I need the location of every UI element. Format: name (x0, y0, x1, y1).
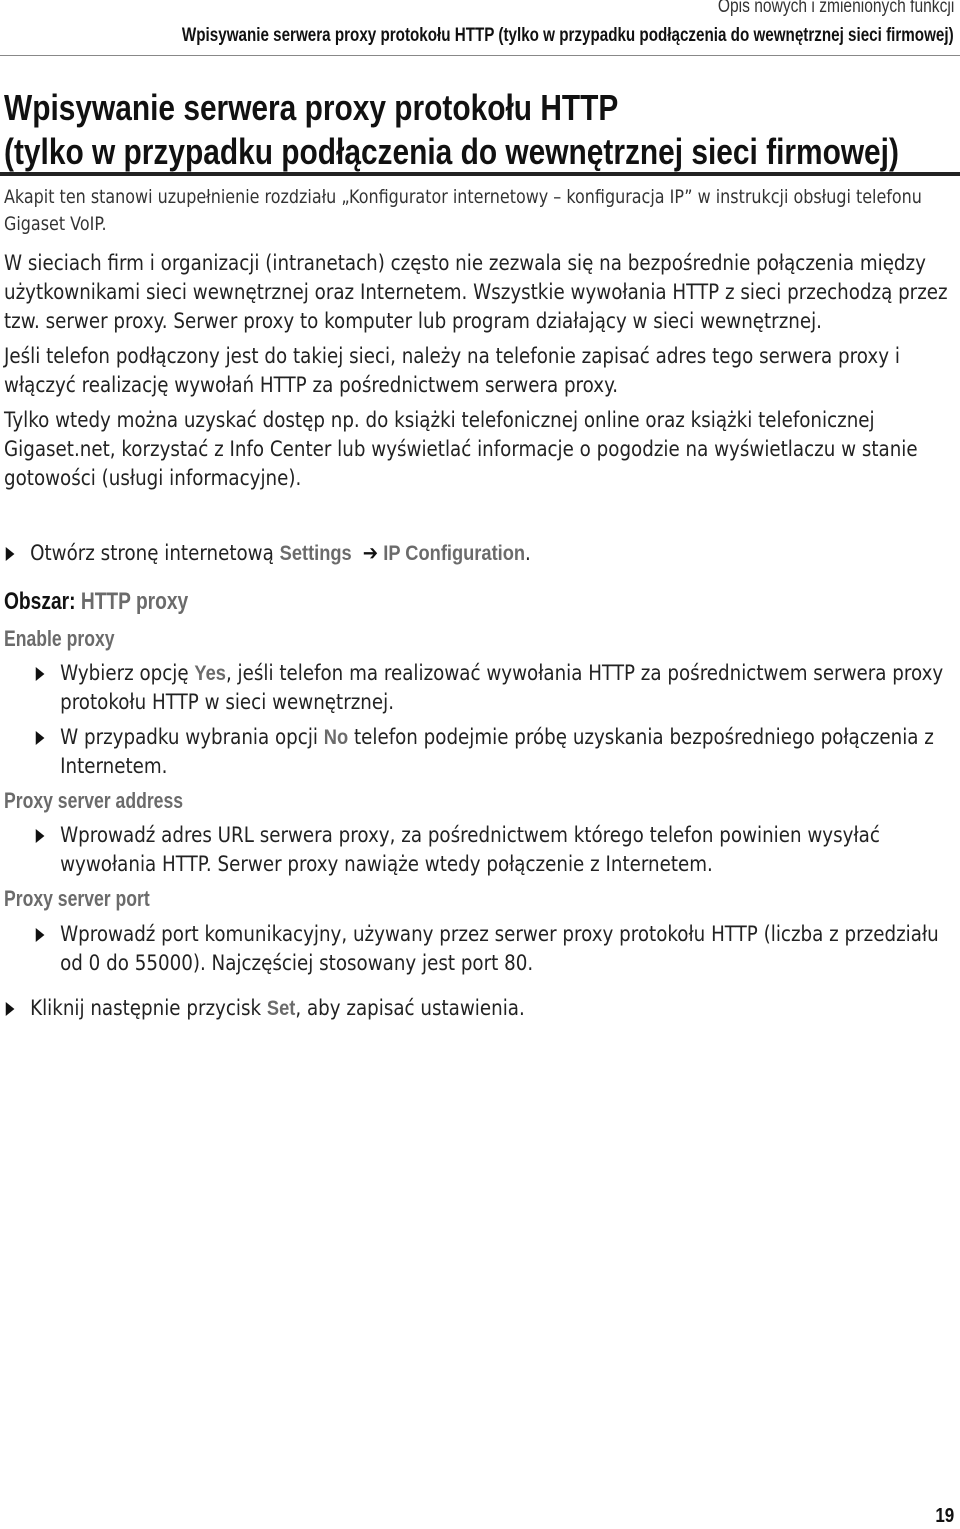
header-divider (0, 55, 960, 56)
step-open-suffix: . (525, 541, 531, 565)
paragraph-intranet: W sieciach firm i organizacji (intranetach) często nie zezwala się na bezpośrednie połączenia między użytkownikami sieci wewnętrznej oraz Internetem. Wszystkie wywołania HTTP z sieci przechodzą przez tzw. serwer proxy. Serwer proxy to komputer lub program działający w sieci wewnętrznej. (4, 251, 948, 333)
running-header-section: Opis nowych i zmienionych funkcji (717, 0, 954, 17)
area-heading-value: HTTP proxy (80, 588, 189, 615)
bullet-triangle-icon (36, 667, 45, 681)
intro-paragraph: Akapit ten stanowi uzupełnienie rozdziału „Konfigurator internetowy – konfiguracja IP” w instrukcji obsługi telefonu Gigaset VoIP. (4, 186, 922, 235)
title-divider (0, 172, 960, 176)
bullet-triangle-icon (36, 928, 45, 942)
step-enter-address (34, 821, 952, 879)
step-set-suffix: , aby zapisać ustawienia. (295, 996, 525, 1020)
page-title-line-2: (tylko w przypadku podłączenia do wewnętrznej sieci firmowej) (4, 131, 899, 172)
paragraph-configure: Jeśli telefon podłączony jest do takiej sieci, należy na telefonie zapisać adres tego serwera proxy i włączyć realizację wywołań HTTP za pośrednictwem serwera proxy. (4, 344, 900, 397)
step-no-suffix: telefon podejmie próbę uzyskania bezpośredniego połączenia z Internetem. (60, 725, 934, 778)
step-set-prefix: Kliknij następnie przycisk (30, 996, 262, 1020)
step-select-yes (34, 659, 952, 717)
bullet-triangle-icon (36, 829, 45, 843)
set-button[interactable]: Set (266, 997, 296, 1020)
step-enter-port (34, 920, 952, 978)
open-page-step (4, 539, 952, 568)
area-heading (4, 588, 188, 616)
proxy-port-steps (34, 920, 952, 978)
bullet-triangle-icon (36, 731, 45, 745)
ip-configuration-link[interactable]: IP Configuration (383, 542, 526, 565)
step-address-text: Wprowadź adres URL serwera proxy, za pośrednictwem którego telefon powinien wysyłać wywołania HTTP. Serwer proxy nawiąże wtedy połączenie z Internetem. (60, 823, 880, 876)
step-open-prefix: Otwórz stronę internetową (30, 541, 274, 565)
final-step-block (4, 994, 952, 1023)
body-paragraphs (4, 249, 952, 493)
step-yes-prefix: Wybierz opcję (60, 661, 189, 685)
step-port-text: Wprowadź port komunikacyjny, używany przez serwer proxy protokołu HTTP (liczba z przedziału od 0 do 55000). Najczęściej stosowany jest port 80. (60, 922, 939, 975)
enable-proxy-steps (34, 659, 952, 781)
page-title (4, 86, 899, 174)
arrow-right-icon: ➔ (362, 541, 379, 565)
bullet-triangle-icon (6, 547, 15, 561)
step-no-prefix: W przypadku wybrania opcji (60, 725, 318, 749)
step-select-no (34, 723, 952, 781)
running-header-chapter: Wpisywanie serwera proxy protokołu HTTP (tylko w przypadku podłączenia do wewnętrznej sieci firmowej) (182, 25, 954, 46)
bullet-triangle-icon (6, 1002, 15, 1016)
proxy-address-steps (34, 821, 952, 879)
settings-page-link[interactable]: Settings (279, 542, 352, 565)
page-title-line-1: Wpisywanie serwera proxy protokołu HTTP (4, 87, 619, 128)
area-heading-label: Obszar: (4, 588, 76, 615)
option-yes[interactable]: Yes (194, 662, 226, 685)
proxy-address-label: Proxy server address (4, 788, 184, 813)
page-number: 19 (935, 1505, 954, 1527)
enable-proxy-label: Enable proxy (4, 626, 115, 651)
step-yes-suffix: , jeśli telefon ma realizować wywołania HTTP za pośrednictwem serwera proxy protokołu HTTP w sieci wewnętrznej. (60, 661, 944, 714)
proxy-port-label: Proxy server port (4, 886, 150, 911)
step-click-set (4, 994, 952, 1023)
paragraph-services: Tylko wtedy można uzyskać dostęp np. do książki telefonicznej online oraz książki telefonicznej Gigaset.net, korzystać z Info Center lub wyświetlać informacje o pogodzie na wyświetlaczu w stanie gotowości (usługi informacyjne). (4, 408, 918, 490)
step-open-settings (4, 539, 952, 568)
option-no[interactable]: No (323, 726, 349, 749)
